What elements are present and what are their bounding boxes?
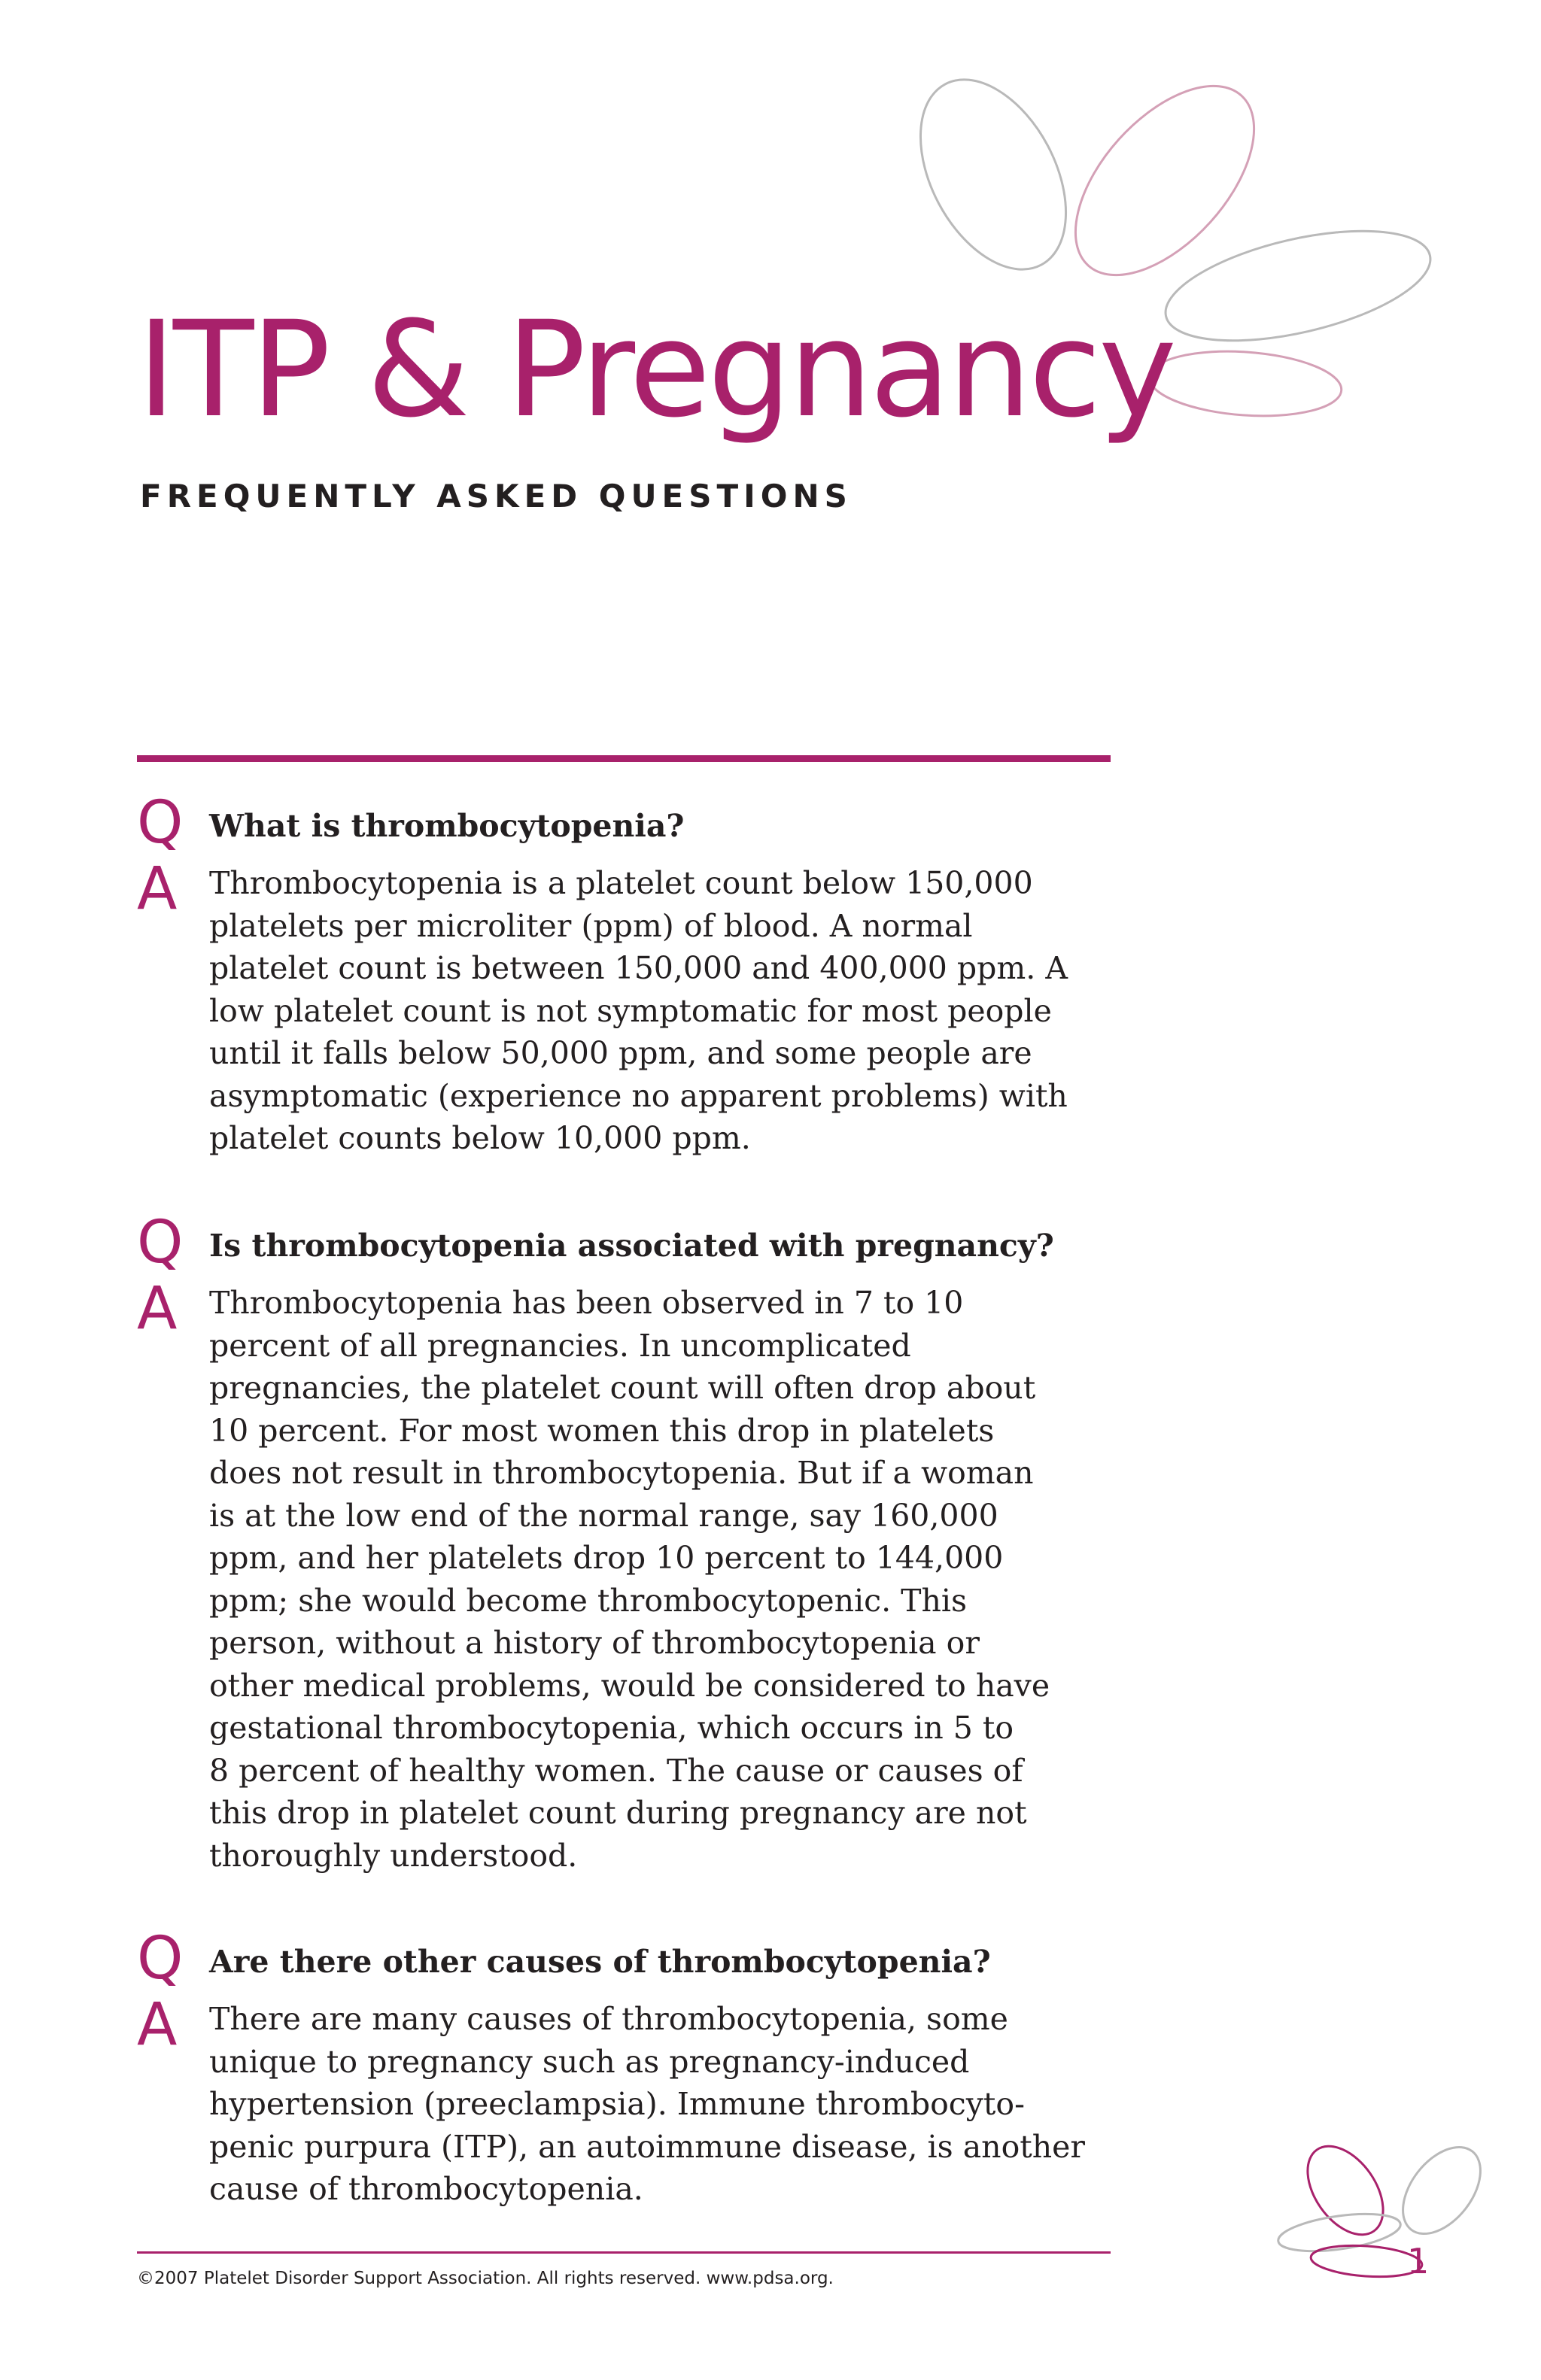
- question-text: Are there other causes of thrombocytopenia?: [209, 1944, 991, 1980]
- petal-shape: [891, 75, 1096, 294]
- petal-shape: [1276, 2208, 1403, 2257]
- answer-line: hypertension (preeclampsia). Immune thrombocyto-: [209, 2086, 1025, 2122]
- q-marker: Q: [137, 1209, 184, 1277]
- answer-line: Thrombocytopenia is a platelet count below 150,000: [209, 865, 1033, 901]
- answer-line: cause of thrombocytopenia.: [209, 2171, 643, 2207]
- answer-line: pregnancies, the platelet count will often drop about: [209, 1370, 1036, 1406]
- answer-line: until it falls below 50,000 ppm, and some people are: [209, 1035, 1032, 1071]
- answer-row: [137, 855, 1115, 1160]
- question-text: What is thrombocytopenia?: [209, 808, 685, 844]
- answer-line: 8 percent of healthy women. The cause or causes of: [209, 1752, 1023, 1789]
- a-marker: A: [137, 855, 178, 923]
- answer-line: penic purpura (ITP), an autoimmune disease, is another: [209, 2128, 1085, 2165]
- petal-shape: [1042, 75, 1287, 307]
- petal-shape: [1388, 2136, 1490, 2248]
- answer-line: person, without a history of thrombocytopenia or: [209, 1625, 980, 1661]
- question-text: Is thrombocytopenia associated with pregnancy?: [209, 1228, 1054, 1264]
- a-marker: A: [137, 1991, 178, 2059]
- a-marker: A: [137, 1275, 178, 1343]
- petal-shape: [1156, 210, 1441, 362]
- page-subtitle: FREQUENTLY ASKED QUESTIONS: [140, 478, 853, 515]
- qa-item: [137, 1209, 1115, 1877]
- answer-line: is at the low end of the normal range, say 160,000: [209, 1497, 998, 1534]
- q-marker: Q: [137, 1925, 184, 1993]
- answer-line: unique to pregnancy such as pregnancy-induced: [209, 2043, 970, 2080]
- petal-shape: [1310, 2242, 1423, 2280]
- answer-line: ppm; she would become thrombocytopenic. This: [209, 1582, 968, 1619]
- answer-text: [209, 862, 1115, 1160]
- answer-line: platelets per microliter (ppm) of blood. A normal: [209, 907, 973, 944]
- answer-line: gestational thrombocytopenia, which occurs in 5 to: [209, 1710, 1014, 1746]
- page-number: 1: [1407, 2241, 1430, 2281]
- answer-line: platelet count is between 150,000 and 400,000 ppm. A: [209, 950, 1068, 986]
- answer-line: platelet counts below 10,000 ppm.: [209, 1120, 751, 1156]
- answer-text: [209, 1282, 1115, 1877]
- answer-line: 10 percent. For most women this drop in platelets: [209, 1412, 995, 1449]
- section-divider: [137, 755, 1111, 762]
- answer-line: There are many causes of thrombocytopenia, some: [209, 2001, 1008, 2037]
- qa-item: [137, 789, 1115, 1160]
- answer-line: other medical problems, would be considered to have: [209, 1667, 1050, 1704]
- question-row: [137, 1209, 1115, 1277]
- answer-line: low platelet count is not symptomatic for most people: [209, 992, 1052, 1029]
- answer-line: asymptomatic (experience no apparent problems) with: [209, 1077, 1068, 1114]
- answer-row: [137, 1991, 1115, 2211]
- page-title: ITP & Pregnancy: [137, 293, 1175, 447]
- answer-line: thoroughly understood.: [209, 1837, 578, 1874]
- qa-item: [137, 1925, 1115, 2211]
- footer-divider: [137, 2251, 1111, 2254]
- petal-shape: [1292, 2136, 1398, 2248]
- answer-line: percent of all pregnancies. In uncomplicated: [209, 1327, 911, 1364]
- answer-line: this drop in platelet count during pregnancy are not: [209, 1795, 1027, 1831]
- question-row: [137, 789, 1115, 857]
- answer-line: does not result in thrombocytopenia. But if a woman: [209, 1455, 1034, 1491]
- answer-row: [137, 1275, 1115, 1877]
- footer-copyright: ©2007 Platelet Disorder Support Association. All rights reserved. www.pdsa.org.: [137, 2269, 834, 2288]
- answer-text: [209, 1998, 1115, 2211]
- q-marker: Q: [137, 789, 184, 857]
- answer-line: Thrombocytopenia has been observed in 7 to 10: [209, 1285, 964, 1321]
- small-petals-decoration-icon: [1264, 2136, 1490, 2287]
- petal-shape: [1147, 345, 1343, 422]
- answer-line: ppm, and her platelets drop 10 percent to 144,000: [209, 1540, 1004, 1576]
- question-row: [137, 1925, 1115, 1993]
